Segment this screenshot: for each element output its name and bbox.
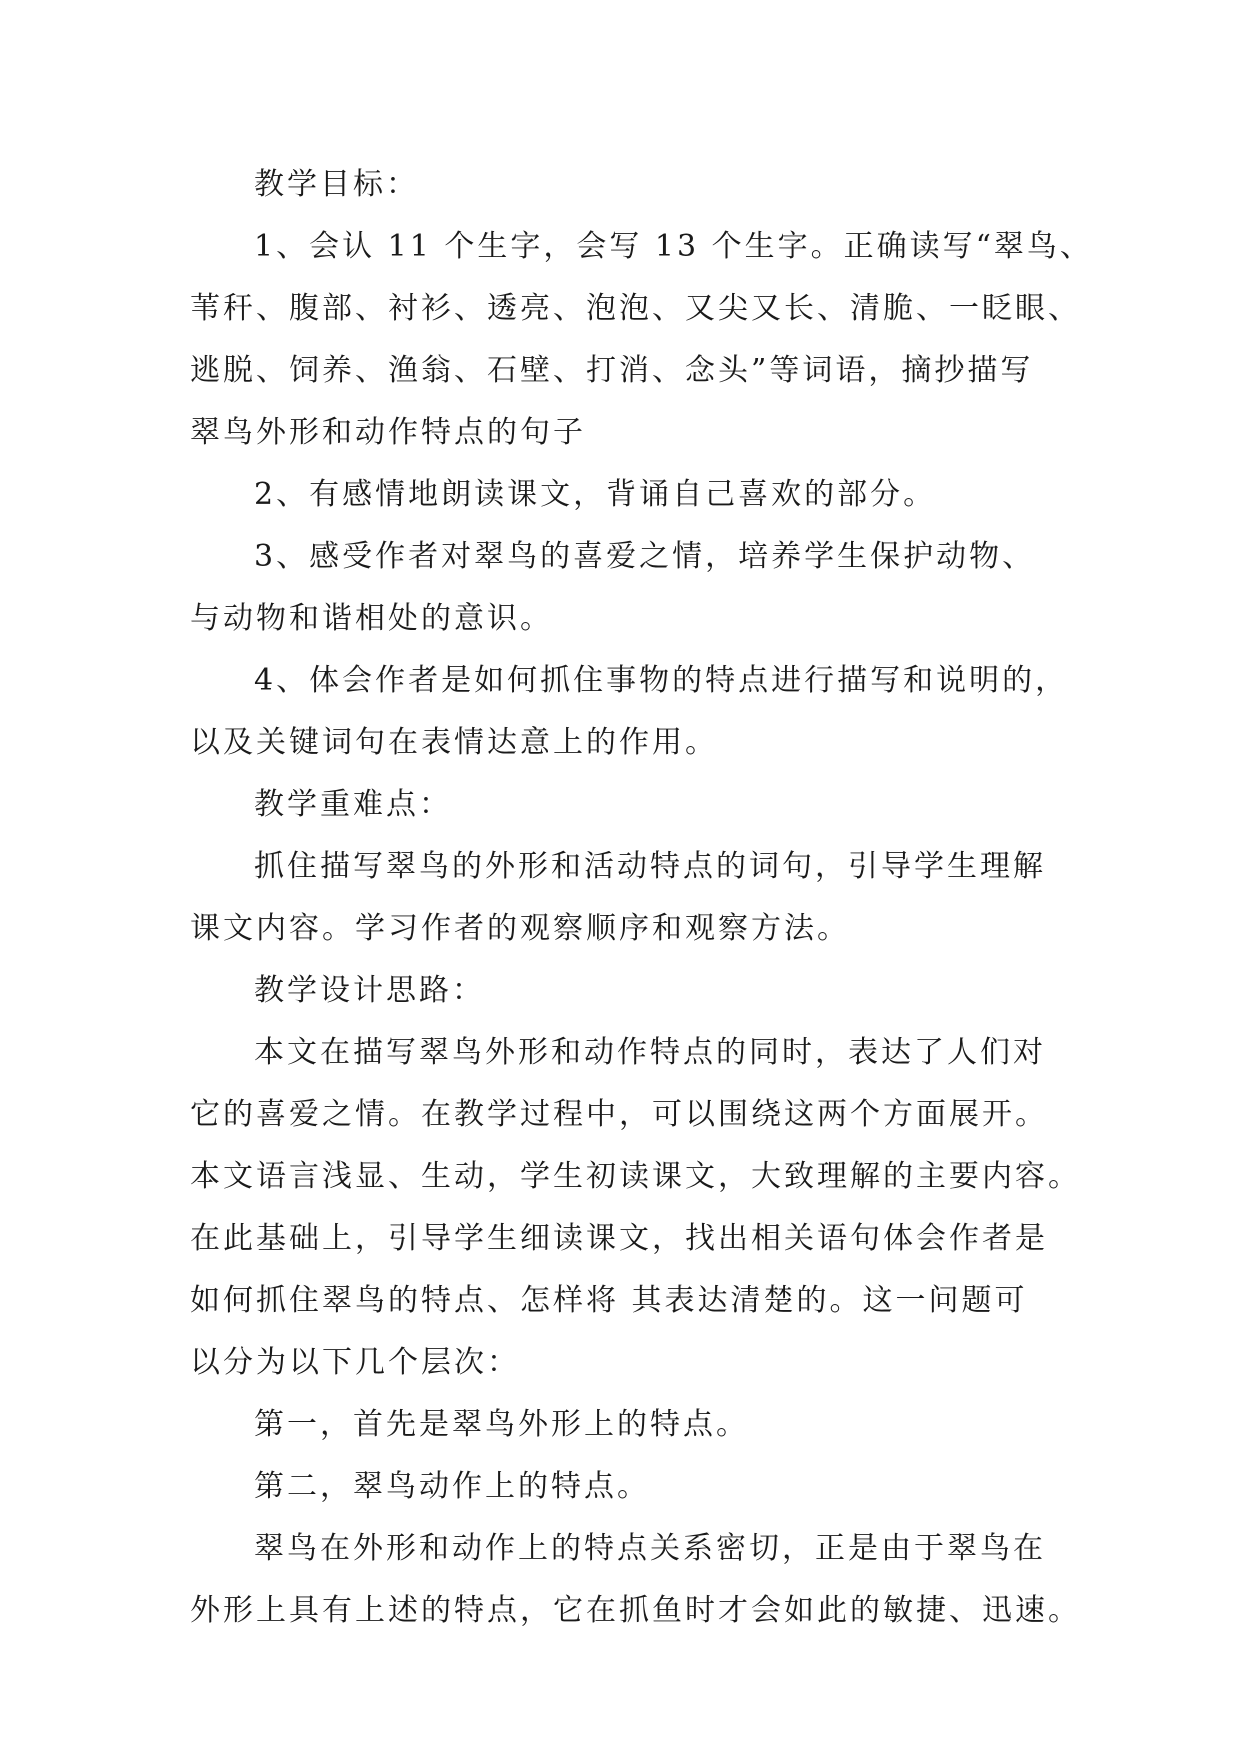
goal-3-line-2: 与动物和谐相处的意识。 bbox=[190, 601, 553, 636]
goal-1-line-2: 苇秆、腹部、衬衫、透亮、泡泡、又尖又长、清脆、一眨眼、 bbox=[190, 291, 1081, 326]
design-line-1: 本文在描写翠鸟外形和动作特点的同时，表达了人们对 bbox=[254, 1035, 1046, 1070]
goal-1-line-3: 逃脱、饲养、渔翁、石壁、打消、念头”等词语，摘抄描写 bbox=[190, 353, 1034, 388]
level-1: 第一，首先是翠鸟外形上的特点。 bbox=[254, 1407, 749, 1442]
difficulties-line-2: 课文内容。学习作者的观察顺序和观察方法。 bbox=[190, 911, 850, 946]
design-line-6: 以分为以下几个层次： bbox=[190, 1345, 520, 1380]
goal-1-line-4: 翠鸟外形和动作特点的句子 bbox=[190, 415, 586, 450]
level-2: 第二，翠鸟动作上的特点。 bbox=[254, 1469, 650, 1504]
goal-3-line-1: 3、感受作者对翠鸟的喜爱之情，培养学生保护动物、 bbox=[254, 539, 1036, 574]
design-line-2: 它的喜爱之情。在教学过程中，可以围绕这两个方面展开。 bbox=[190, 1097, 1048, 1132]
difficulties-line-1: 抓住描写翠鸟的外形和活动特点的词句，引导学生理解 bbox=[254, 849, 1046, 884]
conclusion-line-1: 翠鸟在外形和动作上的特点关系密切，正是由于翠鸟在 bbox=[254, 1531, 1046, 1566]
design-line-3: 本文语言浅显、生动，学生初读课文，大致理解的主要内容。 bbox=[190, 1159, 1081, 1194]
conclusion-line-2: 外形上具有上述的特点，它在抓鱼时才会如此的敏捷、迅速。 bbox=[190, 1593, 1081, 1628]
heading-design-ideas: 教学设计思路： bbox=[254, 973, 485, 1008]
design-line-4: 在此基础上，引导学生细读课文，找出相关语句体会作者是 bbox=[190, 1221, 1048, 1256]
heading-teaching-goals: 教学目标： bbox=[254, 167, 419, 202]
goal-4-line-1: 4、体会作者是如何抓住事物的特点进行描写和说明的， bbox=[254, 663, 1069, 698]
goal-1-line-1: 1、会认 11 个生字，会写 13 个生字。正确读写“翠鸟、 bbox=[254, 229, 1093, 264]
goal-4-line-2: 以及关键词句在表情达意上的作用。 bbox=[190, 725, 718, 760]
heading-key-difficulties: 教学重难点： bbox=[254, 787, 452, 822]
goal-2: 2、有感情地朗读课文，背诵自己喜欢的部分。 bbox=[254, 477, 937, 512]
design-line-5: 如何抓住翠鸟的特点、怎样将 其表达清楚的。这一问题可 bbox=[190, 1283, 1028, 1318]
